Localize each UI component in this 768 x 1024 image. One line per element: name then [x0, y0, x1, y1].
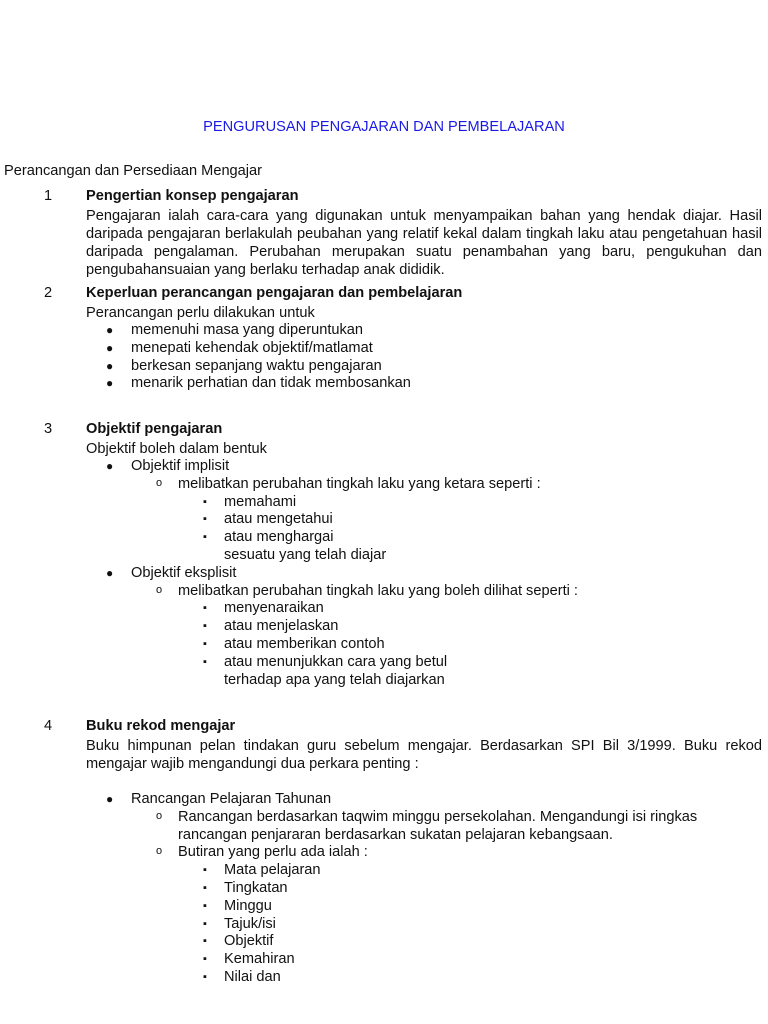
section-number: 3: [44, 421, 53, 437]
sub-sub-list-item: [86, 654, 762, 672]
section-heading: Buku rekod mengajar: [86, 718, 236, 734]
sub-sub-list-item: [86, 898, 762, 916]
sub-sub-list-item-text: atau menghargai: [224, 529, 334, 546]
sub-sub-list-item-text: Mata pelajaran: [224, 862, 321, 879]
bullet-marker: ●: [106, 358, 114, 373]
sub-sub-list-item-text: Tajuk/isi: [224, 915, 276, 932]
sub-sub-list-item: [86, 511, 762, 529]
list-item: [86, 458, 762, 565]
sub-list-item: [86, 476, 762, 565]
section-heading: Pengertian konsep pengajaran: [86, 188, 299, 204]
bullet-list: [86, 322, 762, 393]
sub-list-item: [86, 809, 762, 845]
square-marker: ▪: [203, 655, 207, 668]
sub-sub-list-item-text: atau menunjukkan cara yang betul: [224, 653, 448, 670]
list-item: [86, 322, 762, 340]
sub-sub-list-item-text: Nilai dan: [224, 968, 281, 985]
sub-sub-list-item-text: atau mengetahui: [224, 511, 333, 528]
bullet-marker: ●: [106, 340, 114, 355]
list-item-text: Objektif eksplisit: [131, 564, 237, 581]
square-marker: ▪: [203, 881, 207, 894]
list-item-text: menarik perhatian dan tidak membosankan: [131, 375, 411, 392]
sub-sub-list-item-text: atau menjelaskan: [224, 618, 339, 635]
sub-sub-list-item: [86, 969, 762, 987]
section-heading: Objektif pengajaran: [86, 421, 223, 437]
sub-sub-list-item-text: Kemahiran: [224, 951, 295, 968]
section-body: [86, 440, 762, 689]
list-item-text: Rancangan Pelajaran Tahunan: [131, 791, 332, 807]
sub-sub-list-item-text: Tingkatan: [224, 879, 288, 896]
circle-marker: o: [156, 809, 163, 822]
section-paragraph: Pengajaran ialah cara-cara yang digunakan untuk menyampaikan bahan yang hendak diajar. Hasil daripada pengajaran berlakulah peubahan yang relatif kekal dalam tingkah laku atau pengetahuan hasil daripada pengalaman. Perubahan merupakan suatu penambahan yang baru, pengukuhan dan pengubahansuaian yang berlaku terhadap anak dididik.: [86, 208, 762, 278]
list-item: [86, 375, 762, 393]
sub-list-item-text: Butiran yang perlu ada ialah :: [178, 844, 368, 861]
list-item-text: Objektif implisit: [131, 458, 230, 474]
list-item: [86, 358, 762, 376]
list-item: [86, 565, 762, 690]
bullet-list: [86, 458, 762, 689]
square-marker: ▪: [203, 531, 207, 544]
square-marker: ▪: [203, 602, 207, 615]
section-body: [86, 737, 762, 987]
sub-list: [131, 476, 762, 565]
sub-sub-list: [178, 862, 762, 987]
page-title: PENGURUSAN PENGAJARAN DAN PEMBELAJARAN: [203, 119, 565, 135]
list-item-text: berkesan sepanjang waktu pengajaran: [131, 357, 382, 374]
list-item-text: menepati kehendak objektif/matlamat: [131, 339, 373, 356]
section-body: [86, 304, 762, 393]
sub-list: [131, 809, 762, 987]
circle-marker: o: [156, 476, 163, 489]
sub-list-item: [86, 844, 762, 986]
section-number: 1: [44, 188, 53, 204]
section-heading: Keperluan perancangan pengajaran dan pembelajaran: [86, 285, 463, 301]
section-paragraph: Buku himpunan pelan tindakan guru sebelum mengajar. Berdasarkan SPI Bil 3/1999. Buku rekod mengajar wajib mengandungi dua perkara penting :: [86, 738, 762, 772]
sub-sub-list-item: [86, 933, 762, 951]
square-marker: ▪: [203, 935, 207, 948]
sub-list-item: [86, 583, 762, 690]
sub-sub-list-item: [86, 636, 762, 654]
section-number: 4: [44, 718, 53, 734]
sub-sub-list-item: [86, 880, 762, 898]
square-marker: ▪: [203, 953, 207, 966]
square-marker: ▪: [203, 864, 207, 877]
square-marker: ▪: [203, 917, 207, 930]
sub-sub-list-item: [86, 862, 762, 880]
square-marker: ▪: [203, 899, 207, 912]
sub-sub-list-item: [86, 494, 762, 512]
section-number: 2: [44, 285, 53, 301]
square-marker: ▪: [203, 970, 207, 983]
square-marker: ▪: [203, 513, 207, 526]
bullet-marker: ●: [106, 459, 114, 473]
sub-sub-list-item-text: atau memberikan contoh: [224, 635, 385, 652]
circle-marker: o: [156, 583, 163, 596]
sub-sub-list-item-text: Objektif: [224, 933, 274, 950]
sub-sub-list-item-text: Minggu: [224, 897, 272, 914]
sub-sub-list: [178, 494, 762, 547]
sub-sub-list-item: [86, 529, 762, 547]
sub-list-item-text: Rancangan berdasarkan taqwim minggu persekolahan. Mengandungi isi ringkas rancangan penjararan berdasarkan sukatan pelajaran kebangsaan.: [178, 808, 698, 843]
square-marker: ▪: [203, 620, 207, 633]
sub-list-item-text: melibatkan perubahan tingkah laku yang boleh dilihat seperti :: [178, 582, 578, 599]
sub-sub-list-item: [86, 618, 762, 636]
sub-sub-list: [178, 600, 762, 671]
square-marker: ▪: [203, 637, 207, 650]
sub-sub-list-item: [86, 600, 762, 618]
section-intro: Objektif boleh dalam bentuk: [86, 441, 267, 457]
bullet-marker: ●: [106, 565, 114, 580]
sub-list-item-text: melibatkan perubahan tingkah laku yang ketara seperti :: [178, 475, 541, 492]
list-item-text: memenuhi masa yang diperuntukan: [131, 322, 364, 338]
bullet-marker: ●: [106, 323, 114, 337]
sub-sub-list-item: [86, 916, 762, 934]
square-marker: ▪: [203, 495, 207, 508]
list-continuation: terhadap apa yang telah diajarkan: [224, 671, 445, 688]
sub-sub-list-item-text: memahami: [224, 493, 297, 510]
bullet-marker: ●: [106, 376, 114, 391]
sub-list: [131, 583, 762, 690]
bullet-list: [86, 791, 762, 987]
circle-marker: o: [156, 845, 163, 858]
list-item: [86, 340, 762, 358]
page-subtitle: Perancangan dan Persediaan Mengajar: [4, 163, 263, 179]
list-continuation: sesuatu yang telah diajar: [224, 546, 387, 563]
bullet-marker: ●: [106, 792, 114, 806]
list-item: [86, 791, 762, 987]
section-intro: Perancangan perlu dilakukan untuk: [86, 305, 315, 321]
sub-sub-list-item: [86, 951, 762, 969]
sub-sub-list-item-text: menyenaraikan: [224, 600, 324, 617]
